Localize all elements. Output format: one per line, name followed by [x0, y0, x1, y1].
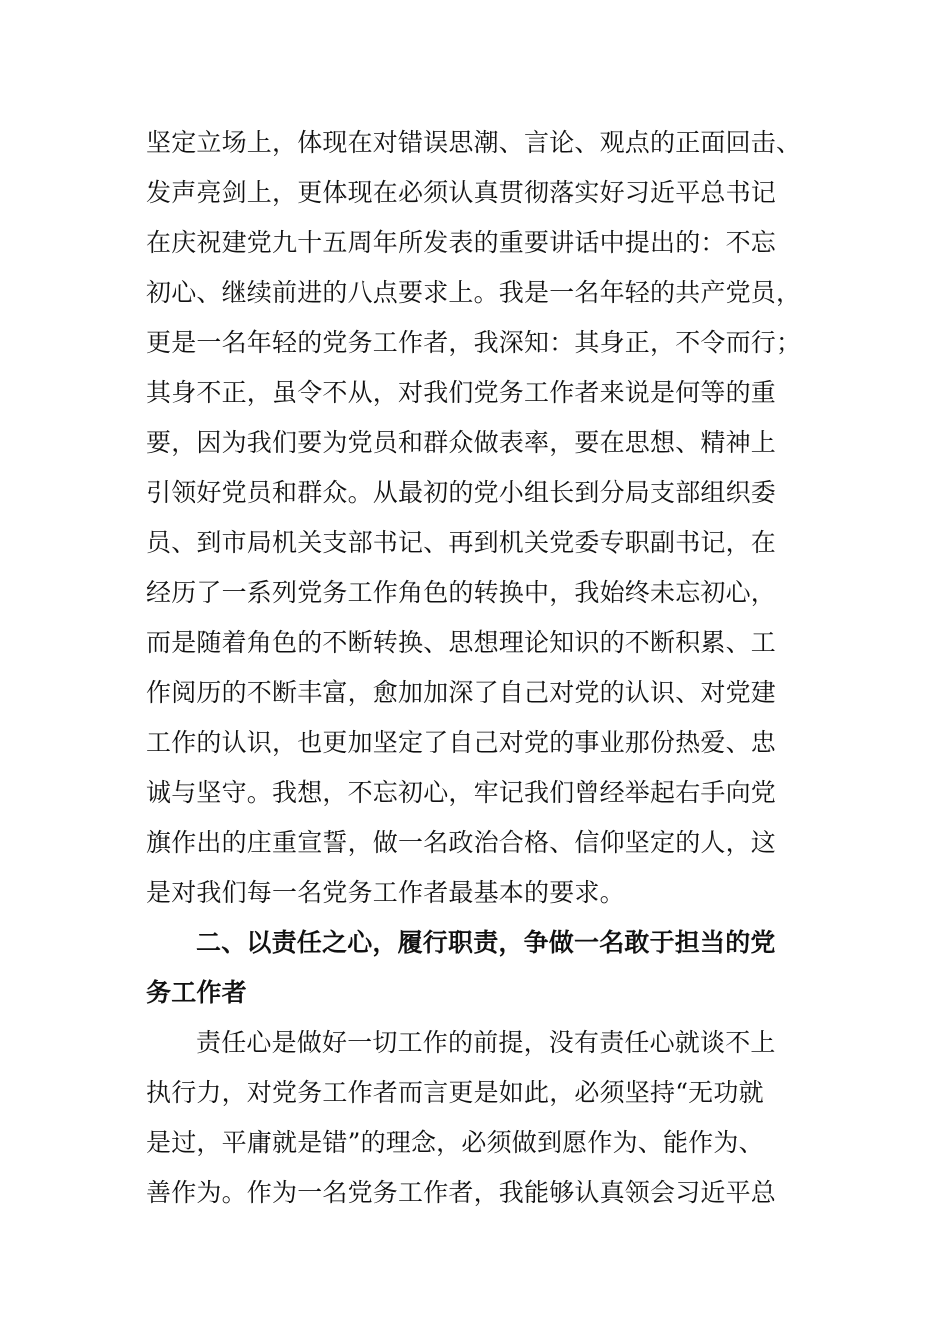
section-heading: 务工作者 [146, 978, 247, 1007]
paragraph-line: 旗作出的庄重宣誓，做一名政治合格、信仰坚定的人，这 [146, 828, 777, 857]
paragraph-line: 经历了一系列党务工作角色的转换中，我始终未忘初心， [146, 578, 777, 607]
paragraph-line: 更是一名年轻的党务工作者，我深知：其身正，不令而行； [146, 328, 802, 357]
paragraph-line: 要，因为我们要为党员和群众做表率，要在思想、精神上 [146, 428, 777, 457]
paragraph-line: 员、到市局机关支部书记、再到机关党委专职副书记，在 [146, 528, 777, 557]
paragraph-line: 坚定立场上，体现在对错误思潮、言论、观点的正面回击、 [146, 128, 802, 157]
paragraph-line: 工作的认识，也更加坚定了自己对党的事业那份热爱、忠 [146, 728, 777, 757]
section-heading: 二、以责任之心，履行职责，争做一名敢于担当的党 [196, 928, 776, 957]
paragraph-line: 善作为。作为一名党务工作者，我能够认真领会习近平总 [146, 1178, 777, 1207]
paragraph-line: 发声亮剑上，更体现在必须认真贯彻落实好习近平总书记 [146, 178, 777, 207]
paragraph-line: 而是随着角色的不断转换、思想理论知识的不断积累、工 [146, 628, 777, 657]
paragraph-line: 作阅历的不断丰富，愈加加深了自己对党的认识、对党建 [146, 678, 777, 707]
paragraph-line: 是对我们每一名党务工作者最基本的要求。 [146, 878, 625, 907]
paragraph-line: 责任心是做好一切工作的前提，没有责任心就谈不上 [196, 1028, 776, 1057]
paragraph-line: 诚与坚守。我想，不忘初心，牢记我们曾经举起右手向党 [146, 778, 777, 807]
paragraph-line: 执行力，对党务工作者而言更是如此，必须坚持“无功就 [146, 1078, 764, 1107]
paragraph-line: 初心、继续前进的八点要求上。我是一名年轻的共产党员， [146, 278, 802, 307]
document-body [146, 118, 802, 1218]
paragraph-line: 引领好党员和群众。从最初的党小组长到分局支部组织委 [146, 478, 777, 507]
paragraph-line: 是过，平庸就是错”的理念，必须做到愿作为、能作为、 [146, 1128, 764, 1157]
paragraph-line: 其身不正，虽令不从，对我们党务工作者来说是何等的重 [146, 378, 777, 407]
paragraph-line: 在庆祝建党九十五周年所发表的重要讲话中提出的：不忘 [146, 228, 777, 257]
